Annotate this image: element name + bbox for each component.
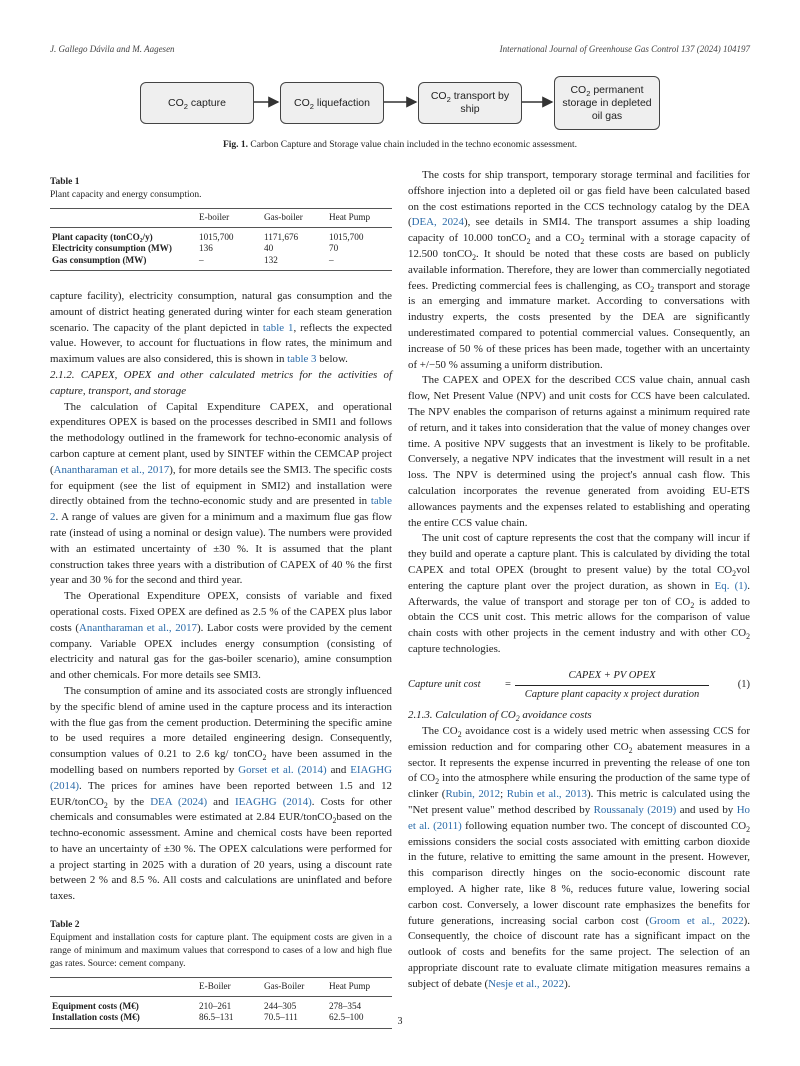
table1-caption: Plant capacity and energy consumption.: [50, 190, 202, 200]
right-column: [408, 168, 750, 993]
link-table1[interactable]: table 1: [262, 321, 294, 334]
table-row: Electricity consumption (MW) 136 40 70: [52, 243, 339, 253]
citation-link[interactable]: Rubin, 2012: [445, 788, 501, 801]
equation-link[interactable]: Eq. (1): [714, 579, 748, 592]
ccs-value-chain-diagram: [140, 74, 660, 132]
box-co2-storage: $CO_2$ permanent storage in depleted oil gas: [554, 76, 660, 130]
table2: E-Boiler Gas-Boiler Heat Pump Equipment costs (M€) 210–261 244–305 278–354 Installation costs (M€) 86.5–131 70.5–111 62.5–100: [50, 977, 392, 1029]
link-table3[interactable]: table 3: [287, 353, 317, 366]
citation-link[interactable]: EIAGHG (2014): [50, 763, 393, 792]
equation-fraction: [516, 668, 708, 703]
paragraph: The Operational Expenditure OPEX, consists of variable and fixed operational costs. Fixed OPEX are defined as 2.5 % of the CAPEX plus labor costs (Anantharaman et al., 2017). Labor costs were provided by the cement company. Variable OPEX includes energy consumption (consisting of electricity and natural gas for the gas-boiler scenario), amine consumption and other chemicals. For more details see SMI3.: [50, 590, 393, 682]
paragraph: The unit cost of capture represents the cost that the company will incur if they build and operate a capture plant. This is calculated by dividing the total CAPEX and total OPEX (brought to present value) by the total $CO_2vol$ entering the capture plant over the project duration, as shown in Eq. (1). Afterwards, the value of transport and storage per ton of $CO_2$ is added to obtain the CCS unit cost. This metric allows for the comparison of value chain costs with other projects in the cement industry and with other $CO_2$ capture technologies.: [408, 532, 750, 655]
section-heading-2-1-2: 2.1.2. CAPEX, OPEX and other calculated metrics for the activities of capture, transport, and storage: [50, 368, 392, 397]
citation-link[interactable]: Nesje et al., 2022: [488, 977, 565, 990]
citation-link[interactable]: Anantharaman et al., 2017: [79, 621, 197, 634]
section-heading-2-1-3: 2.1.3. Calculation of $CO_2$ avoidance costs: [408, 709, 592, 724]
link-table2[interactable]: table 2: [50, 495, 392, 524]
left-column: [50, 168, 392, 1029]
figure-caption: Fig. 1. Carbon Capture and Storage value chain included in the techno economic assessment.: [222, 140, 578, 150]
citation-link[interactable]: IEAGHG (2014): [234, 795, 312, 808]
equation-lhs: Capture unit cost: [408, 679, 481, 691]
table1-label: Table 1: [50, 177, 80, 187]
citation-link[interactable]: Roussanaly (2019): [593, 804, 677, 817]
paragraph: The CAPEX and OPEX for the described CCS value chain, annual cash flow, Net Present Value (NPV) and unit costs for CCS have been calculated. The NPV enables the comparison of returns against a minimum required rate of return, and it takes into consideration that the value of money changes over time. A positive NPV suggests that an investment is likely to be profitable. Conversely, a negative NPV indicates that the investment will result in a net loss. The NPV is determined using the project's annual cash flow. This calculation incorporates the revenue generated from avoiding EU-ETS allowances payments and the expenses related to establishing and operating the entire CCS value chain.: [408, 374, 750, 529]
citation-link[interactable]: DEA (2024): [150, 795, 208, 808]
running-header-journal: International Journal of Greenhouse Gas Control 137 (2024) 104197: [499, 44, 750, 54]
equation-number: (1): [737, 679, 750, 691]
paragraph: The calculation of Capital Expenditure CAPEX, and operational expenditures OPEX is based on the processes described in SMI1 and follows the methodology outlined in the framework for techno-economic analysis of carbon capture at cement plant, used by SINTEF within the CEMCAP project (Anantharaman et al., 2017), for more details see the SMI3. The specific costs for equipment (see the list of equipment in SMI2) and installation were directly obtained from the techno-economic study and are presented in table 2. A range of values are given for a minimum and a maximum flue gas flow rate (instead of using a nominal or design value). The numbers were provided with an estimated uncertainty of ±30 %. It is assumed that the plant construction takes three years with a distribution of CAPEX of 40 % the first year and 30 % for the second and third year.: [50, 400, 393, 587]
table-row: Gas consumption (MW) – 132 –: [50, 255, 392, 271]
table-row: Installation costs (M€) 86.5–131 70.5–111 62.5–100: [50, 1012, 392, 1028]
box-co2-liquefaction: $CO_2$ liquefaction: [280, 82, 384, 124]
equation-1: Capture unit cost = $\frac{\text{CAPEX + PV OPEX}}{\text{Capture plant capacity x project duration}}$ (1): [408, 668, 750, 703]
table1: E-boiler Gas-boiler Heat Pump Plant capacity (tonCO₂/y) 1015,700 1171,676 1015,700 Electricity consumption (MW) 136 40 70 Gas consumption (MW) – 132 –: [50, 208, 392, 271]
table2-caption: Equipment and installation costs for capture plant. The equipment costs are given in a range of minimum and maximum values that correspond to cases of a low and high flue gas rates. Source: cement company.: [50, 933, 392, 970]
equation-denominator: Capture plant capacity x project duration: [524, 688, 700, 700]
paragraph: The consumption of amine and its associated costs are strongly influenced by the specific blend of amine used in the capture process and its interaction with the flue gas from the cement production. Determining the specific amine to be used requires a more detailed engineering design. Consequently, consumption values of 0.21 to 2.6 kg/ tonCO$_2$ have been assumed in the modelling based on numbers reported by Gorset et al. (2014) and EIAGHG (2014). The prices for amines have been reported between 1.5 and 12 EUR/tonCO$_2$ by the DEA (2024) and IEAGHG (2014). Costs for other chemicals and consumables were estimated at 2.84 EUR/tonCO$_2$based on the techno-economic assessment. Amine and chemical costs have been reported to have an uncertainty of ±30 %. The OPEX calculations were performed for a project starting in 2025 with a duration of 20 years, using a discount rate between 2 % and 8.5 %. All costs and calculations are uninflated and before taxes.: [50, 684, 393, 903]
paragraph: The $CO_2$ avoidance cost is a widely used metric when assessing CCS for emission reduction and for comparing other $CO_2$ abatement measures in a sector. It represents the expense incurred in preventing the release of one ton of $CO_2$ into the atmosphere while ensuring the production of the same type of clinker (Rubin, 2012; Rubin et al., 2013). This metric is calculated using the "Net present value" method described by Roussanaly (2019) and used by Ho et al. (2011) following equation number two. The concept of discounted $CO_2$ emissions considers the social costs associated with emitting carbon dioxide in the future, relative to emitting the same amount in the present. However, this comparison directly hinges on the socio-economic discount rate employed. A higher rate, like 8 %, reduces future value, lowering social carbon cost. Conversely, a lower discount rate emphasizes the benefits for future generations, increasing social carbon cost (Groom et al., 2022). Consequently, the choice of discount rate has a significant impact on the outlook of costs and benefits for the same project. The selection of an appropriate discount rate to evaluate climate mitigation measures remains a subject of debate (Nesje et al., 2022).: [408, 725, 751, 990]
citation-link[interactable]: Rubin et al., 2013: [506, 788, 587, 801]
table-row: Plant capacity (tonCO₂/y) 1015,700 1171,676 1015,700: [52, 231, 364, 242]
citation-link[interactable]: Gorset et al. (2014): [238, 763, 327, 776]
box-co2-capture: $CO_2$ capture: [140, 82, 254, 124]
table2-label: Table 2: [50, 920, 80, 931]
paragraph: The costs for ship transport, temporary storage terminal and facilities for offshore injection into a depleted oil or gas field have been calculated based on the cost estimations reported in the CCS technology catalog by the DEA (DEA, 2024), see details in SMI4. The transport assumes a ship loading capacity of 10.000 tonCO$_2$ and a $CO_2$ terminal with a storage capacity of 12.500 tonCO$_2$. It should be noted that these costs are based on publicly available information. Therefore, they are lower than commercially negotiated fees. Predicting commercial fees is challenging, as $CO_2$ transport and storage is an emerging and immature market. According to conversations with industry experts, the costs presented by the DEA are significantly underestimated compared to potential commercial values. Consequently, an increase of 50 % of these prices has been made, together with an uncertainty of +/−50 % assuming a uniform distribution.: [408, 169, 751, 371]
table-row: Equipment costs (M€) 210–261 244–305 278–354: [52, 1000, 362, 1011]
citation-link[interactable]: Anantharaman et al., 2017: [53, 463, 170, 476]
page-number: 3: [397, 1016, 403, 1027]
citation-link[interactable]: Groom et al., 2022: [649, 914, 744, 927]
citation-link[interactable]: DEA, 2024: [411, 216, 464, 229]
equation-numerator: CAPEX + PV OPEX: [515, 668, 709, 686]
box-co2-transport: $CO_2$ transport by ship: [418, 82, 522, 124]
citation-link[interactable]: Ho et al. (2011): [408, 804, 750, 832]
paragraph: capture facility), electricity consumption, natural gas consumption and the amount of district heating generated during winter for each steam generation scenario. The capacity of the plant depicted in table 1, reflects the expected value. However, to account for fluctuations in flow rates, the minimum and maximum values are also considered, this is shown in table 3 below.: [50, 290, 393, 366]
running-header-authors: J. Gallego Dávila and M. Aagesen: [50, 44, 175, 54]
